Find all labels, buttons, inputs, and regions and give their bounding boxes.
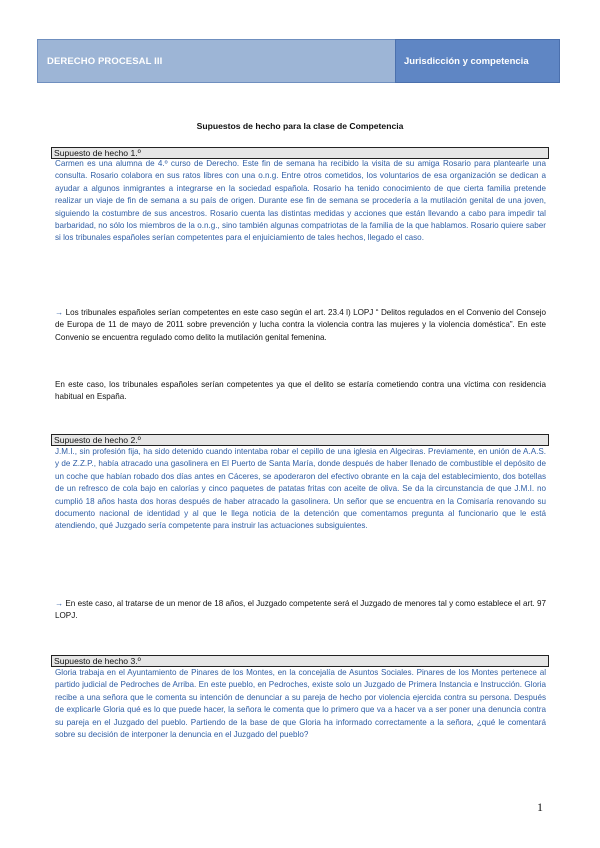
case-3-statement: Gloria trabaja en el Ayuntamiento de Pinares de los Montes, en la concejalía de Asuntos Sociales. Pinares de los Montes pertenece al partido judicial de Pedroches de Arriba. En este pueblo, en Pedroches, existe solo un Juzgado de Primera Instancia e Instrucción. Gloria recibe a una señora que le comenta su intención de denunciar a su pareja de hecho por violencia ejercida contra su persona. Después de explicarle Gloria qué es lo que puede hacer, la señora le comenta que lo primero que va a hacer va a ser poner una denuncia contra su pareja en el Juzgado del pueblo. Partiendo de la base de que Gloria ha informado correctamente a la señora, ¿qué le comentará sobre su decisión de interponer la denuncia en el Juzgado del pueblo? xyxy=(55,668,546,740)
arrow-icon: → xyxy=(55,599,64,608)
case-1-label: Supuesto de hecho 1.º xyxy=(51,147,549,159)
case-2-answer-text: En este caso, al tratarse de un menor de 18 años, el Juzgado competente será el Juzgado de menores tal y como establece el art. 97 LOPJ. xyxy=(55,599,546,621)
page-number: 1 xyxy=(537,800,543,814)
case-2-label: Supuesto de hecho 2.º xyxy=(51,434,549,446)
case-1-answer-extra: En este caso, los tribunales españoles serían competentes ya que el delito se estaría cometiendo contra una víctima con residencia habitual en España. xyxy=(55,380,546,402)
case-3-label: Supuesto de hecho 3.º xyxy=(51,655,549,667)
case-2-statement: J.M.I., sin profesión fija, ha sido detenido cuando intentaba robar el cepillo de una iglesia en Algeciras. Previamente, en unión de A.A.S. y de Z.Z.P., había atracado una gasolinera en El Puerto de Santa María, donde después de haber llenado de combustible el depósito de un coche que habían robado dos días antes en Cáceres, se apoderaron del efectivo obrante en la caja del establecimiento, dos botellas de un refresco de cola bajo en calorías y cinco paquetes de patatas fritas con aceite de oliva. Se da la circunstancia de que J.M.I. no cumplió 18 años hasta dos horas después de haber atracado la gasolinera. Un señor que se encuentra en la Comisaría renovando su documento nacional de identidad y al que le llega noticia de la detención que comentamos pregunta al funcionario que le está atendiendo, qué Juzgado sería competente para instruir las actuaciones subsiguientes. xyxy=(55,447,546,531)
document-header xyxy=(37,39,560,83)
page-title: Supuestos de hecho para la clase de Competencia xyxy=(196,121,404,131)
case-1-answer-text: Los tribunales españoles serían competentes en este caso según el art. 23.4 l) LOPJ “ Delitos regulados en el Convenio del Consejo de Europa de 11 de mayo de 2011 sobre prevención y lucha contra la violencia contra las mujeres y la violencia doméstica”. En este Convenio se encuentra regulado como delito la mutilación genital femenina. xyxy=(55,308,547,342)
case-1-answer xyxy=(55,307,546,344)
case-1-statement: Carmen es una alumna de 4.º curso de Derecho. Este fin de semana ha recibido la visita de su amiga Rosario para plantearle una consulta. Rosario colabora en sus ratos libres con una o.n.g. Entre otros cometidos, los voluntarios de esa organización se dedican a ayudar a algunos inmigrantes a integrarse en la sociedad española. Rosario ha tenido conocimiento de que cierta familia pretende realizar un viaje de fin de semana a su país de origen. Durante ese fin de semana se procedería a la mutilación genital de una joven, siguiendo la costumbre de sus ancestros. Rosario cuenta las distintas medidas y acciones que están llevando a cabo para impedir tal barbaridad, no sólo los miembros de la o.n.g., sino también algunas compatriotas de la familia de la que hablamos. Rosario quiere saber si los tribunales españoles serían competentes para el enjuiciamiento de tales hechos, llegado el caso. xyxy=(55,159,546,243)
arrow-icon: → xyxy=(55,308,64,317)
case-2-answer xyxy=(55,598,546,623)
header-course-title: DERECHO PROCESAL III xyxy=(37,39,395,83)
header-topic-title: Jurisdicción y competencia xyxy=(395,39,560,83)
